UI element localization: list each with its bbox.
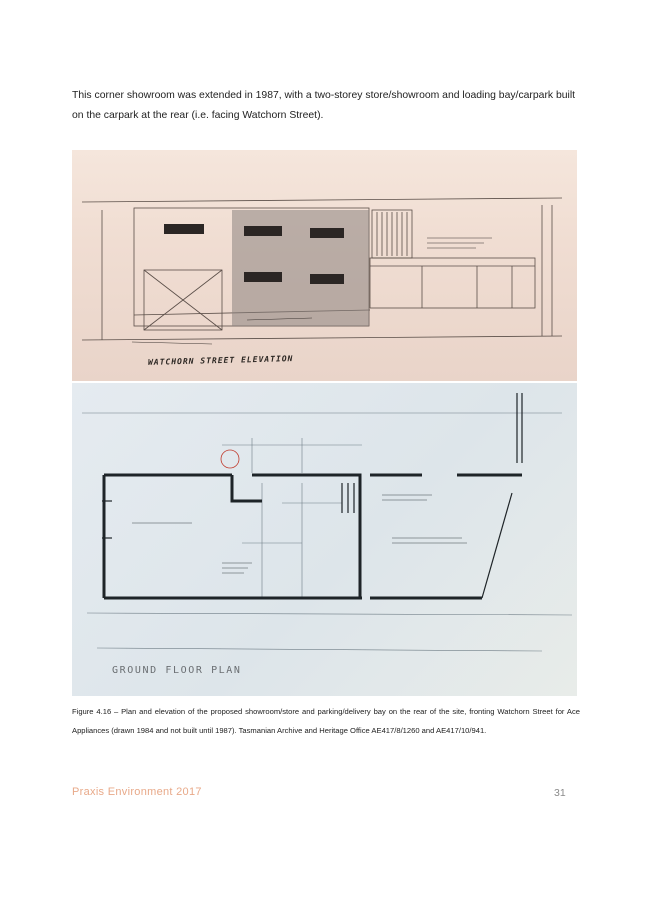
ground-floor-plan-photo — [72, 383, 577, 696]
plan-label: GROUND FLOOR PLAN — [112, 665, 242, 676]
elevation-drawing-photo — [72, 150, 577, 381]
intro-paragraph: This corner showroom was extended in 1987, with a two-storey store/showroom and loading bay/carpark built on the carpark at the rear (i.e. facing Watchorn Street). — [72, 90, 576, 121]
footer-organisation: Praxis Environment 2017 — [72, 786, 202, 798]
figure-4-16 — [72, 150, 577, 696]
figure-caption: Figure 4.16 – Plan and elevation of the proposed showroom/store and parking/delivery bay on the rear of the site, fronting Watchorn Street for Ace Appliances (drawn 1984 and not built until 1987). Tasmanian Archive and Heritage Office AE417/8/1260 and AE417/10/941. — [72, 707, 580, 735]
page-number: 31 — [554, 787, 566, 799]
elevation-label: WATCHORN STREET ELEVATION — [147, 354, 294, 367]
elevation-sketch — [72, 150, 577, 381]
floor-plan-sketch — [72, 383, 577, 696]
